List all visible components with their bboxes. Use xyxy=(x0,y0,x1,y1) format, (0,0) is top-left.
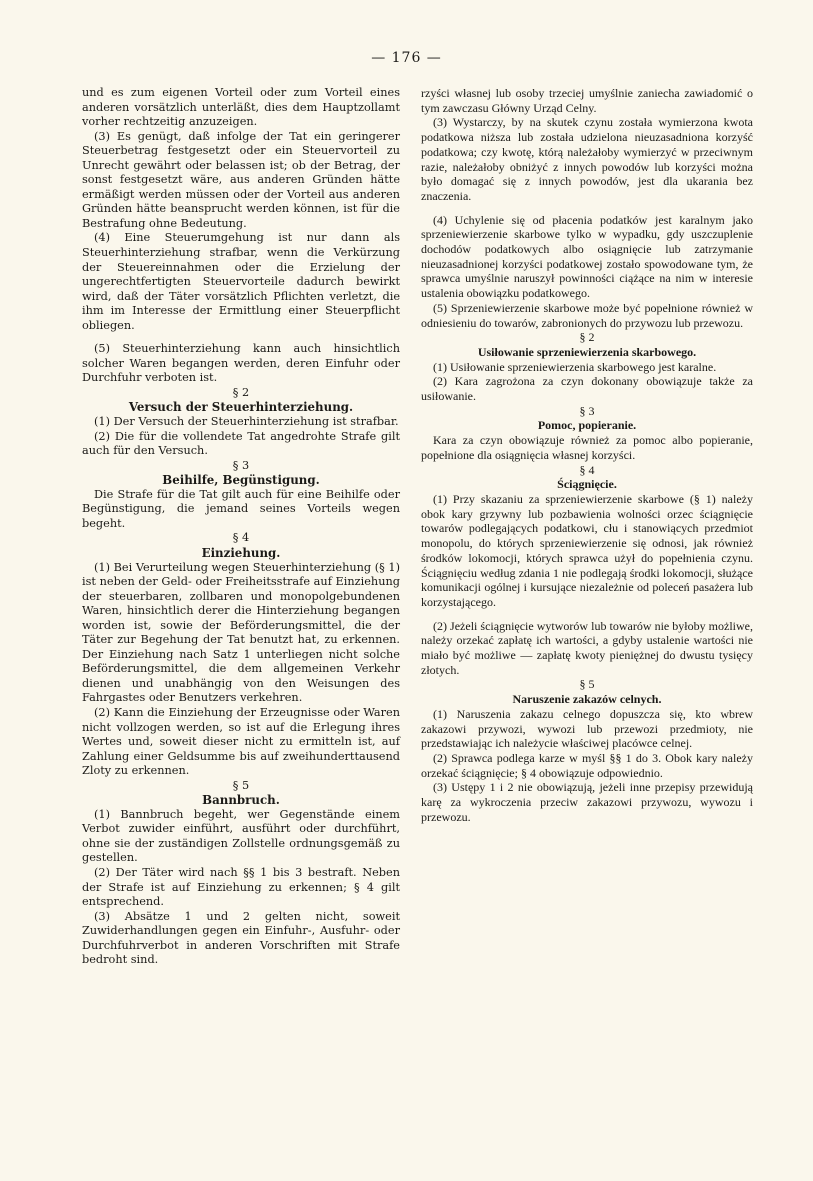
polish-section-2-title: Usiłowanie sprzeniewierzenia skarbowego. xyxy=(477,344,697,359)
german-section-3-paragraph-1: Die Strafe für die Tat gilt auch für eine Beihilfe oder Begünstigung, die jemand seines Vorteils wegen begeht. xyxy=(82,487,400,530)
german-paragraph-3: (3) Es genügt, daß infolge der Tat ein geringerer Steuerbetrag festgesetzt oder ein Steuervorteil zu Unrecht gewährt oder belassen ist; ob der Betrag, der sonst festgesetzt wäre, aus anderen Gründen hätte ermäßigt werden müssen oder der Vorteil aus anderen Gründen hätte beansprucht werden können, ist für die Bestrafung ohne Bedeutung. xyxy=(82,129,400,230)
polish-section-4-number: § 4 xyxy=(579,462,595,477)
german-section-5-paragraph-3: (3) Absätze 1 und 2 gelten nicht, soweit Zuwiderhandlungen gegen ein Einfuhr-, Ausfuhr- oder Durchfuhrverbot in anderen Vorschriften mit Strafe bedroht sind. xyxy=(82,909,400,967)
german-section-2-paragraph-2: (2) Die für die vollendete Tat angedrohte Strafe gilt auch für den Versuch. xyxy=(82,429,400,458)
german-section-2-title: Versuch der Steuerhinterziehung. xyxy=(128,400,354,415)
polish-section-5-number: § 5 xyxy=(579,677,595,692)
german-section-5-title: Bannbruch. xyxy=(202,793,280,808)
polish-section-3-title: Pomoc, popieranie. xyxy=(537,418,637,433)
page-number: — 176 — xyxy=(371,50,442,66)
polish-section-3-paragraph-1: Kara za czyn obowiązuje również za pomoc albo popieranie, popełnione dla osiągnięcia własnej korzyści. xyxy=(421,433,753,462)
german-section-5-paragraph-2: (2) Der Täter wird nach §§ 1 bis 3 bestraft. Neben der Strafe ist auf Einziehung zu erkennen; § 4 gilt entsprechend. xyxy=(82,865,400,909)
polish-section-2-paragraph-1: (1) Usiłowanie sprzeniewierzenia skarbowego jest karalne. xyxy=(433,359,717,374)
german-section-5-number: § 5 xyxy=(232,778,250,792)
polish-section-4-paragraph-2: (2) Jeżeli ściągnięcie wytworów lub towarów nie byłoby możliwe, należy orzekać zapłatę ich wartości, a gdyby ustalenie wartości nie miało być możliwe — zapłatę kwoty pieniężnej do dwustu tysięcy złotych. xyxy=(421,618,753,677)
polish-paragraph-3: (3) Wystarczy, by na skutek czynu została wymierzona kwota podatkowa niższa lub została udzielona nieuzasadniona korzyść podatkowa; czy kwotę, którą należałoby wymierzyć w przeciwnym razie, należałoby obniżyć z innych powodów lub korzyści można było domagać się z innych powodów, jest dla ukarania bez znaczenia. xyxy=(421,115,753,203)
polish-section-5-paragraph-2: (2) Sprawca podlega karze w myśl §§ 1 do 3. Obok kary należy orzekać ściągnięcie; § 4 obowiązuje odpowiednio. xyxy=(421,750,753,780)
polish-section-2-number: § 2 xyxy=(579,330,595,345)
polish-section-3-number: § 3 xyxy=(579,403,595,418)
german-section-2-number: § 2 xyxy=(232,385,250,399)
polish-section-4-paragraph-1: (1) Przy skazaniu za sprzeniewierzenie skarbowe (§ 1) należy obok kary grzywny lub pozbawienia wolności orzec ściągnięcie towarów podlegających podatkowi, cłu i stanowiących przedmiot monopolu, do których sprzeniewierzenie się odnosi, jak również środków lokomocji, których sprawca użył do popełnienia czynu. Ściągnięciu według zdania 1 nie podlegają środki lokomocji, służące komunikacji ogólnej i kursujące niezależnie od poleceń pasażera lub korzystającego. xyxy=(421,491,753,609)
german-section-2-paragraph-1: (1) Der Versuch der Steuerhinterziehung ist strafbar. xyxy=(94,415,399,429)
german-section-4-paragraph-1: (1) Bei Verurteilung wegen Steuerhinterziehung (§ 1) ist neben der Geld- oder Freiheitsstrafe auf Einziehung der steuerbaren, zollbaren und monopolgebundenen Waren, hinsichtlich derer die Hinterziehung begangen worden ist, sowie der Beförderungsmittel, die der Täter zur Begehung der Tat benutzt hat, zu erkennen. Der Einziehung nach Satz 1 unterliegen nicht solche Beförderungsmittel, die dem allgemeinen Verkehr dienen und unabhängig von den Weisungen des Fahrgastes oder Benutzers verkehren. xyxy=(82,560,400,705)
polish-intro-continuation: rzyści własnej lub osoby trzeciej umyślnie zaniecha zawiadomić o tym zawczasu Główny Urząd Celny. xyxy=(421,86,753,115)
german-section-4-number: § 4 xyxy=(232,531,250,545)
polish-section-4-title: Ściągnięcie. xyxy=(557,477,617,492)
polish-section-5-paragraph-1: (1) Naruszenia zakazu celnego dopuszcza się, kto wbrew zakazowi przywozi, wywozi lub przewozi przedmioty, nie przedstawiając ich należycie właściwej placówce celnej. xyxy=(421,706,753,751)
polish-paragraph-5: (5) Sprzeniewierzenie skarbowe może być popełnione również w odniesieniu do towarów, zabronionych do przywozu lub przewozu. xyxy=(421,300,753,330)
polish-section-2-paragraph-2: (2) Kara zagrożona za czyn dokonany obowiązuje także za usiłowanie. xyxy=(421,374,753,404)
german-section-4-paragraph-2: (2) Kann die Einziehung der Erzeugnisse oder Waren nicht vollzogen werden, so ist auf die Erlegung ihres Wertes und, soweit dieser nicht zu ermitteln ist, auf Zahlung einer Geldsumme bis auf zweihunderttausend Zloty zu erkennen. xyxy=(82,705,400,778)
german-section-5-paragraph-1: (1) Bannbruch begeht, wer Gegenstände einem Verbot zuwider einführt, ausführt oder durchführt, ohne sie der zuständigen Zollstelle ordnungsgemäß zu gestellen. xyxy=(82,807,400,865)
polish-column xyxy=(421,86,753,824)
german-column xyxy=(82,86,400,968)
polish-section-5-paragraph-3: (3) Ustępy 1 i 2 nie obowiązują, jeżeli inne przepisy przewidują karę za wykroczenia przeciw zakazowi przywozu, wywozu i przewozu. xyxy=(421,780,753,824)
german-paragraph-4: (4) Eine Steuerumgehung ist nur dann als Steuerhinterziehung strafbar, wenn die Verkürzung der Steuereinnahmen oder die Erzielung der ungerechtfertigten Steuervorteile dadurch bewirkt wird, daß der Täter vorsätzlich Pflichten verletzt, die ihm im Interesse der Ermittlung einer Steuerpflicht obliegen. xyxy=(82,231,400,332)
german-section-4-title: Einziehung. xyxy=(201,545,281,560)
german-paragraph-5: (5) Steuerhinterziehung kann auch hinsichtlich solcher Waren begangen werden, deren Einfuhr oder Durchfuhr verboten ist. xyxy=(82,342,400,385)
german-section-3-title: Beihilfe, Begünstigung. xyxy=(162,473,320,488)
polish-section-5-title: Naruszenie zakazów celnych. xyxy=(512,692,662,707)
polish-paragraph-4: (4) Uchylenie się od płacenia podatków jest karalnym jako sprzeniewierzenie skarbowe tylko w wypadku, gdy uszczuplenie dochodów podatkowych albo osiągnięcie lub zatrzymanie nieuzasadnionej korzyści podatkowej zostało spowodowane tym, że sprawca umyślnie naruszył powinności ciążące na nim w interesie ustalenia obowiązku podatkowego. xyxy=(421,212,753,301)
german-intro-continuation: und es zum eigenen Vorteil oder zum Vorteil eines anderen vorsätzlich unterläßt, dies dem Hauptzollamt vorher rechtzeitig anzuzeigen. xyxy=(82,86,400,129)
german-section-3-number: § 3 xyxy=(232,458,250,472)
